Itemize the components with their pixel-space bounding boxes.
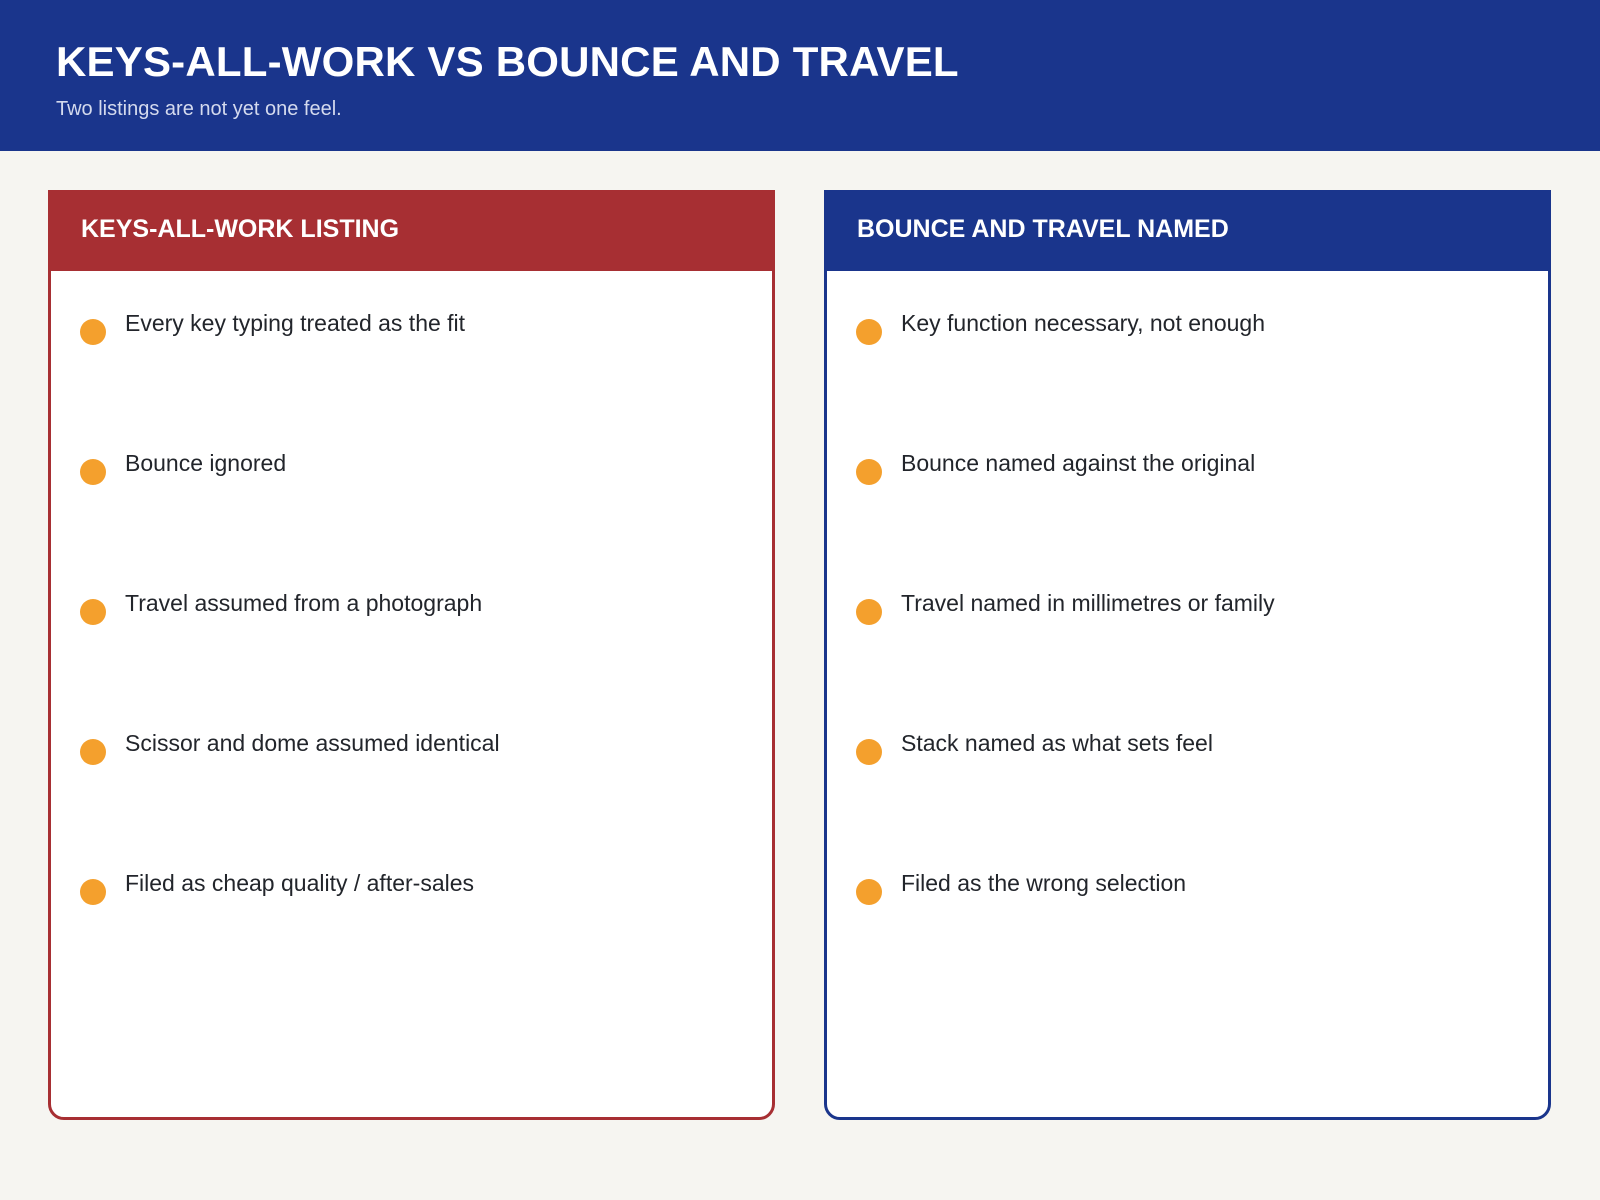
panel-title: KEYS-ALL-WORK LISTING <box>81 215 400 243</box>
panel-header <box>51 193 772 271</box>
list-item-text: Key function necessary, not enough <box>901 310 1265 336</box>
bullet-dot-icon <box>80 739 106 765</box>
bullet-dot-icon <box>80 599 106 625</box>
list-item-text: Every key typing treated as the fit <box>125 310 466 336</box>
list-item <box>827 590 1548 650</box>
list-item-text: Stack named as what sets feel <box>901 730 1213 756</box>
list-item <box>827 730 1548 790</box>
bounce-and-travel-panel <box>824 190 1551 1120</box>
bullet-dot-icon <box>856 459 882 485</box>
bullet-dot-icon <box>80 459 106 485</box>
list-item-text: Travel assumed from a photograph <box>125 590 483 616</box>
keys-all-work-panel <box>48 190 775 1120</box>
page-title: KEYS-ALL-WORK VS BOUNCE AND TRAVEL <box>56 38 959 85</box>
list-item-text: Filed as the wrong selection <box>901 870 1187 896</box>
list-item-text: Bounce named against the original <box>901 450 1256 476</box>
bullet-dot-icon <box>80 319 106 345</box>
bullet-dot-icon <box>856 319 882 345</box>
list-item-text: Bounce ignored <box>125 450 287 476</box>
bullet-dot-icon <box>856 879 882 905</box>
list-item-text: Travel named in millimetres or family <box>901 590 1275 616</box>
bullet-dot-icon <box>856 599 882 625</box>
list-item <box>51 590 772 650</box>
list-item <box>51 450 772 510</box>
list-item <box>827 450 1548 510</box>
list-item <box>51 730 772 790</box>
panel-header <box>827 193 1548 271</box>
list-item <box>51 870 772 930</box>
list-item-text: Filed as cheap quality / after-sales <box>125 870 475 896</box>
list-item-text: Scissor and dome assumed identical <box>125 730 500 756</box>
page-subtitle: Two listings are not yet one feel. <box>56 98 342 120</box>
list-item <box>827 870 1548 930</box>
page-header <box>0 0 1600 151</box>
list-item <box>827 310 1548 370</box>
list-item <box>51 310 772 370</box>
bullet-dot-icon <box>856 739 882 765</box>
bullet-dot-icon <box>80 879 106 905</box>
panel-title: BOUNCE AND TRAVEL NAMED <box>857 215 1229 243</box>
